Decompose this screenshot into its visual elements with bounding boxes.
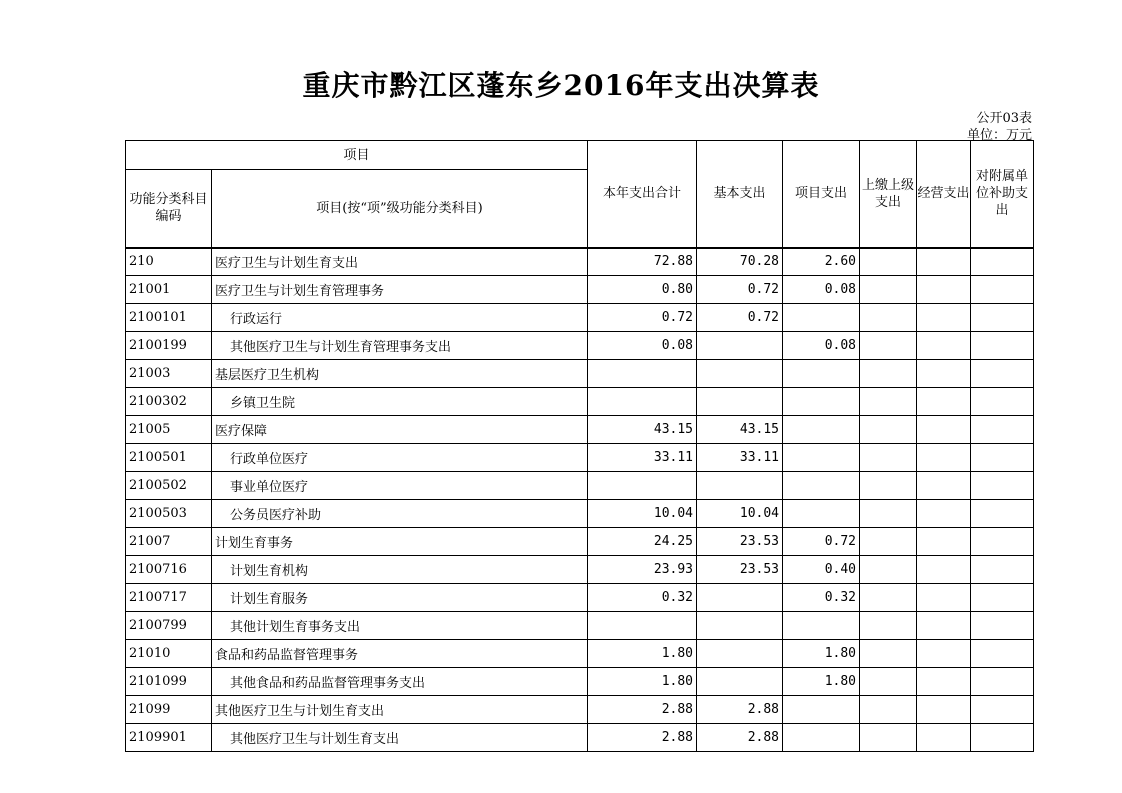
cell-basic: 0.72 bbox=[697, 304, 783, 332]
header-basic: 基本支出 bbox=[697, 141, 783, 248]
cell-business bbox=[917, 304, 971, 332]
cell-subsidy bbox=[971, 332, 1034, 360]
cell-total bbox=[588, 472, 697, 500]
cell-upper bbox=[860, 360, 917, 388]
cell-project bbox=[783, 388, 860, 416]
cell-code: 21007 bbox=[126, 528, 212, 556]
cell-basic bbox=[697, 584, 783, 612]
cell-business bbox=[917, 668, 971, 696]
cell-total: 0.08 bbox=[588, 332, 697, 360]
table-row bbox=[126, 612, 1034, 640]
cell-name: 公务员医疗补助 bbox=[212, 500, 588, 528]
cell-name: 乡镇卫生院 bbox=[212, 388, 588, 416]
expenditure-table bbox=[125, 140, 1034, 752]
cell-total: 0.32 bbox=[588, 584, 697, 612]
header-project-group: 项目 bbox=[126, 141, 588, 170]
cell-name: 医疗卫生与计划生育支出 bbox=[212, 248, 588, 276]
cell-basic: 23.53 bbox=[697, 556, 783, 584]
table-row bbox=[126, 360, 1034, 388]
cell-subsidy bbox=[971, 724, 1034, 752]
table-row bbox=[126, 416, 1034, 444]
cell-subsidy bbox=[971, 388, 1034, 416]
cell-project bbox=[783, 360, 860, 388]
header-total: 本年支出合计 bbox=[588, 141, 697, 248]
cell-upper bbox=[860, 388, 917, 416]
cell-name: 医疗卫生与计划生育管理事务 bbox=[212, 276, 588, 304]
cell-code: 21099 bbox=[126, 696, 212, 724]
cell-basic: 2.88 bbox=[697, 724, 783, 752]
table-row bbox=[126, 640, 1034, 668]
cell-name: 其他医疗卫生与计划生育管理事务支出 bbox=[212, 332, 588, 360]
cell-project bbox=[783, 724, 860, 752]
cell-business bbox=[917, 500, 971, 528]
cell-code: 21001 bbox=[126, 276, 212, 304]
cell-code: 21005 bbox=[126, 416, 212, 444]
cell-code: 2100302 bbox=[126, 388, 212, 416]
cell-code: 2100717 bbox=[126, 584, 212, 612]
cell-total: 24.25 bbox=[588, 528, 697, 556]
cell-subsidy bbox=[971, 416, 1034, 444]
cell-code: 2100501 bbox=[126, 444, 212, 472]
cell-code: 210 bbox=[126, 248, 212, 276]
cell-upper bbox=[860, 556, 917, 584]
cell-name: 其他医疗卫生与计划生育支出 bbox=[212, 696, 588, 724]
cell-name: 计划生育服务 bbox=[212, 584, 588, 612]
cell-basic bbox=[697, 388, 783, 416]
cell-subsidy bbox=[971, 528, 1034, 556]
cell-business bbox=[917, 472, 971, 500]
cell-total: 10.04 bbox=[588, 500, 697, 528]
cell-project bbox=[783, 416, 860, 444]
table-row bbox=[126, 388, 1034, 416]
cell-business bbox=[917, 528, 971, 556]
cell-business bbox=[917, 584, 971, 612]
cell-business bbox=[917, 612, 971, 640]
cell-name: 食品和药品监督管理事务 bbox=[212, 640, 588, 668]
cell-code: 2100101 bbox=[126, 304, 212, 332]
header-upper: 上缴上级支出 bbox=[860, 141, 917, 248]
cell-upper bbox=[860, 416, 917, 444]
table-row bbox=[126, 556, 1034, 584]
cell-code: 2100199 bbox=[126, 332, 212, 360]
cell-total: 1.80 bbox=[588, 640, 697, 668]
header-business: 经营支出 bbox=[917, 141, 971, 248]
cell-business bbox=[917, 276, 971, 304]
cell-basic bbox=[697, 472, 783, 500]
cell-total: 1.80 bbox=[588, 668, 697, 696]
cell-total bbox=[588, 388, 697, 416]
cell-upper bbox=[860, 696, 917, 724]
cell-business bbox=[917, 388, 971, 416]
cell-upper bbox=[860, 668, 917, 696]
cell-project: 0.72 bbox=[783, 528, 860, 556]
cell-subsidy bbox=[971, 500, 1034, 528]
cell-upper bbox=[860, 640, 917, 668]
page-title: 重庆市黔江区蓬东乡2016年支出决算表 bbox=[302, 69, 820, 102]
cell-subsidy bbox=[971, 304, 1034, 332]
cell-subsidy bbox=[971, 276, 1034, 304]
cell-project: 0.08 bbox=[783, 332, 860, 360]
cell-upper bbox=[860, 444, 917, 472]
cell-project: 0.08 bbox=[783, 276, 860, 304]
cell-basic: 70.28 bbox=[697, 248, 783, 276]
cell-basic: 33.11 bbox=[697, 444, 783, 472]
cell-code: 2100503 bbox=[126, 500, 212, 528]
cell-subsidy bbox=[971, 360, 1034, 388]
table-row bbox=[126, 276, 1034, 304]
cell-basic: 2.88 bbox=[697, 696, 783, 724]
cell-upper bbox=[860, 304, 917, 332]
cell-business bbox=[917, 724, 971, 752]
cell-subsidy bbox=[971, 696, 1034, 724]
header-project: 项目支出 bbox=[783, 141, 860, 248]
cell-project bbox=[783, 500, 860, 528]
cell-code: 2109901 bbox=[126, 724, 212, 752]
cell-name: 计划生育事务 bbox=[212, 528, 588, 556]
cell-basic: 43.15 bbox=[697, 416, 783, 444]
cell-total bbox=[588, 612, 697, 640]
cell-subsidy bbox=[971, 584, 1034, 612]
cell-upper bbox=[860, 612, 917, 640]
cell-basic: 0.72 bbox=[697, 276, 783, 304]
table-row bbox=[126, 696, 1034, 724]
cell-basic bbox=[697, 612, 783, 640]
cell-name: 其他医疗卫生与计划生育支出 bbox=[212, 724, 588, 752]
cell-project bbox=[783, 612, 860, 640]
cell-project bbox=[783, 304, 860, 332]
cell-basic: 23.53 bbox=[697, 528, 783, 556]
header-project-name: 项目(按“项”级功能分类科目) bbox=[212, 170, 588, 248]
form-code: 公开03表 bbox=[976, 111, 1032, 126]
table-row bbox=[126, 472, 1034, 500]
cell-subsidy bbox=[971, 556, 1034, 584]
cell-project: 0.40 bbox=[783, 556, 860, 584]
cell-total: 2.88 bbox=[588, 724, 697, 752]
cell-name: 事业单位医疗 bbox=[212, 472, 588, 500]
cell-subsidy bbox=[971, 444, 1034, 472]
cell-name: 其他计划生育事务支出 bbox=[212, 612, 588, 640]
cell-business bbox=[917, 360, 971, 388]
table-row bbox=[126, 444, 1034, 472]
unit-label: 单位：万元 bbox=[966, 128, 1032, 143]
cell-code: 2100799 bbox=[126, 612, 212, 640]
cell-basic: 10.04 bbox=[697, 500, 783, 528]
cell-upper bbox=[860, 500, 917, 528]
cell-total bbox=[588, 360, 697, 388]
cell-name: 基层医疗卫生机构 bbox=[212, 360, 588, 388]
cell-total: 0.80 bbox=[588, 276, 697, 304]
cell-basic bbox=[697, 332, 783, 360]
cell-project: 1.80 bbox=[783, 668, 860, 696]
cell-upper bbox=[860, 724, 917, 752]
cell-business bbox=[917, 696, 971, 724]
table-row bbox=[126, 528, 1034, 556]
cell-total: 0.72 bbox=[588, 304, 697, 332]
table-row bbox=[126, 584, 1034, 612]
cell-code: 21010 bbox=[126, 640, 212, 668]
cell-upper bbox=[860, 276, 917, 304]
cell-project: 2.60 bbox=[783, 248, 860, 276]
cell-name: 行政运行 bbox=[212, 304, 588, 332]
header-subsidy: 对附属单位补助支出 bbox=[971, 141, 1034, 248]
cell-total: 43.15 bbox=[588, 416, 697, 444]
table-row bbox=[126, 304, 1034, 332]
cell-basic bbox=[697, 668, 783, 696]
cell-basic bbox=[697, 360, 783, 388]
header-func-code: 功能分类科目编码 bbox=[126, 170, 212, 248]
cell-name: 医疗保障 bbox=[212, 416, 588, 444]
cell-business bbox=[917, 416, 971, 444]
cell-code: 2100502 bbox=[126, 472, 212, 500]
cell-business bbox=[917, 640, 971, 668]
table-row bbox=[126, 668, 1034, 696]
cell-upper bbox=[860, 528, 917, 556]
cell-name: 行政单位医疗 bbox=[212, 444, 588, 472]
cell-business bbox=[917, 248, 971, 276]
cell-subsidy bbox=[971, 612, 1034, 640]
cell-business bbox=[917, 556, 971, 584]
cell-code: 2101099 bbox=[126, 668, 212, 696]
cell-business bbox=[917, 332, 971, 360]
cell-code: 2100716 bbox=[126, 556, 212, 584]
cell-subsidy bbox=[971, 248, 1034, 276]
cell-basic bbox=[697, 640, 783, 668]
cell-total: 72.88 bbox=[588, 248, 697, 276]
cell-subsidy bbox=[971, 668, 1034, 696]
cell-upper bbox=[860, 584, 917, 612]
cell-project bbox=[783, 472, 860, 500]
cell-total: 23.93 bbox=[588, 556, 697, 584]
table-row bbox=[126, 500, 1034, 528]
cell-upper bbox=[860, 332, 917, 360]
cell-upper bbox=[860, 248, 917, 276]
cell-business bbox=[917, 444, 971, 472]
cell-upper bbox=[860, 472, 917, 500]
cell-code: 21003 bbox=[126, 360, 212, 388]
cell-total: 2.88 bbox=[588, 696, 697, 724]
cell-name: 其他食品和药品监督管理事务支出 bbox=[212, 668, 588, 696]
cell-project bbox=[783, 444, 860, 472]
cell-name: 计划生育机构 bbox=[212, 556, 588, 584]
cell-project: 0.32 bbox=[783, 584, 860, 612]
cell-subsidy bbox=[971, 472, 1034, 500]
table-row bbox=[126, 332, 1034, 360]
cell-subsidy bbox=[971, 640, 1034, 668]
cell-total: 33.11 bbox=[588, 444, 697, 472]
table-row bbox=[126, 248, 1034, 276]
cell-project bbox=[783, 696, 860, 724]
table-row bbox=[126, 724, 1034, 752]
cell-project: 1.80 bbox=[783, 640, 860, 668]
